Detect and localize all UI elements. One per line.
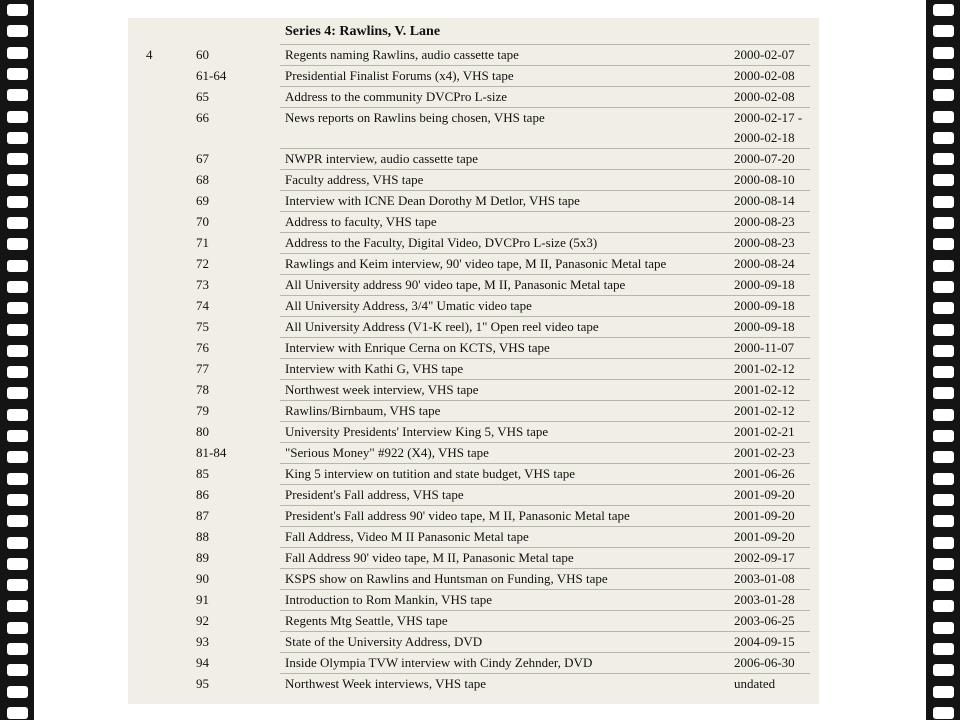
table-row <box>128 401 819 422</box>
sprocket-hole <box>7 600 28 612</box>
item-description: NWPR interview, audio cassette tape <box>285 151 479 166</box>
sprocket-hole <box>7 281 28 293</box>
table-row <box>128 87 819 108</box>
table-row <box>128 149 819 170</box>
item-number: 69 <box>196 193 209 208</box>
item-date: 2003-01-08 <box>734 571 795 586</box>
sprocket-hole <box>933 643 954 655</box>
table-row <box>128 212 819 233</box>
item-description: Introduction to Rom Mankin, VHS tape <box>285 592 493 607</box>
sprocket-hole <box>933 111 954 123</box>
table-row <box>128 359 819 380</box>
sprocket-hole <box>933 89 954 101</box>
item-date: 2001-09-20 <box>734 487 795 502</box>
table-row <box>128 548 819 569</box>
item-number: 73 <box>196 277 209 292</box>
sprocket-hole <box>933 387 954 399</box>
item-number: 85 <box>196 466 209 481</box>
item-description: Inside Olympia TVW interview with Cindy Zehnder, DVD <box>285 655 593 670</box>
item-number: 87 <box>196 508 209 523</box>
sprocket-hole <box>7 622 28 634</box>
item-date: 2001-06-26 <box>734 466 795 481</box>
sprocket-hole <box>7 111 28 123</box>
item-number: 75 <box>196 319 209 334</box>
sprocket-hole <box>933 302 954 314</box>
item-number: 88 <box>196 529 209 544</box>
sprocket-hole <box>933 132 954 144</box>
sprocket-hole <box>7 664 28 676</box>
item-date: 2000-09-18 <box>734 277 795 292</box>
sprocket-hole <box>7 451 28 463</box>
item-number: 86 <box>196 487 209 502</box>
item-description: Address to the Faculty, Digital Video, DVCPro L-size (5x3) <box>285 235 598 250</box>
item-description: Interview with Kathi G, VHS tape <box>285 361 464 376</box>
item-number: 60 <box>196 47 209 62</box>
sprocket-hole <box>933 600 954 612</box>
sprocket-hole <box>933 25 954 37</box>
item-date: 2000-02-07 <box>734 47 795 62</box>
table-row <box>128 422 819 443</box>
item-number: 74 <box>196 298 209 313</box>
sprocket-hole <box>7 366 28 378</box>
item-date: 2004-09-15 <box>734 634 795 649</box>
sprocket-hole <box>933 281 954 293</box>
item-date: 2001-02-23 <box>734 445 795 460</box>
item-number: 65 <box>196 89 209 104</box>
sprocket-hole <box>7 345 28 357</box>
item-date: 2000-09-18 <box>734 319 795 334</box>
item-date: 2000-08-24 <box>734 256 795 271</box>
item-number: 68 <box>196 172 209 187</box>
filmstrip-left <box>0 0 34 720</box>
item-date: 2000-09-18 <box>734 298 795 313</box>
table-row <box>128 506 819 527</box>
item-number: 67 <box>196 151 209 166</box>
sprocket-hole <box>933 238 954 250</box>
sprocket-hole <box>7 579 28 591</box>
item-description: Rawlins/Birnbaum, VHS tape <box>285 403 441 418</box>
item-number: 89 <box>196 550 209 565</box>
item-number: 77 <box>196 361 209 376</box>
sprocket-hole <box>7 89 28 101</box>
table-row <box>128 632 819 653</box>
sprocket-hole <box>7 25 28 37</box>
sprocket-hole <box>7 4 28 16</box>
sprocket-hole <box>7 643 28 655</box>
item-date: 2001-02-21 <box>734 424 795 439</box>
item-description: Regents Mtg Seattle, VHS tape <box>285 613 448 628</box>
sprocket-hole <box>7 387 28 399</box>
item-date: 2003-06-25 <box>734 613 795 628</box>
sprocket-hole <box>7 409 28 421</box>
item-date: 2000-02-17 - <box>734 110 803 125</box>
sprocket-hole <box>7 473 28 485</box>
table-row <box>128 527 819 548</box>
item-number: 81-84 <box>196 445 227 460</box>
item-number: 76 <box>196 340 209 355</box>
table-row <box>128 108 819 149</box>
table-row <box>128 275 819 296</box>
sprocket-hole <box>933 473 954 485</box>
item-number: 92 <box>196 613 209 628</box>
item-date: 2001-09-20 <box>734 529 795 544</box>
item-number: 72 <box>196 256 209 271</box>
table-row <box>128 464 819 485</box>
sprocket-hole <box>933 558 954 570</box>
item-description: KSPS show on Rawlins and Huntsman on Funding, VHS tape <box>285 571 608 586</box>
table-row <box>128 674 819 695</box>
sprocket-hole <box>7 302 28 314</box>
sprocket-hole <box>933 47 954 59</box>
item-date: 2001-02-12 <box>734 403 795 418</box>
sprocket-hole <box>933 196 954 208</box>
box-number: 4 <box>146 47 153 62</box>
table-row <box>128 233 819 254</box>
item-number: 95 <box>196 676 209 691</box>
item-number: 91 <box>196 592 209 607</box>
item-date: 2000-11-07 <box>734 340 795 355</box>
sprocket-hole <box>933 430 954 442</box>
item-date: 2000-07-20 <box>734 151 795 166</box>
item-date: 2001-02-12 <box>734 382 795 397</box>
table-row <box>128 191 819 212</box>
sprocket-hole <box>7 217 28 229</box>
sprocket-hole <box>933 345 954 357</box>
sprocket-hole <box>7 430 28 442</box>
item-description: Regents naming Rawlins, audio cassette tape <box>285 47 519 62</box>
table-row <box>128 611 819 632</box>
sprocket-hole <box>933 451 954 463</box>
item-description: President's Fall address 90' video tape, M II, Panasonic Metal tape <box>285 508 630 523</box>
item-description: Northwest Week interviews, VHS tape <box>285 676 487 691</box>
item-number: 94 <box>196 655 209 670</box>
finding-aid-page <box>128 18 819 704</box>
sprocket-hole <box>7 132 28 144</box>
sprocket-hole <box>7 260 28 272</box>
sprocket-hole <box>7 47 28 59</box>
sprocket-hole <box>7 238 28 250</box>
sprocket-hole <box>7 686 28 698</box>
table-row <box>128 380 819 401</box>
sprocket-hole <box>7 68 28 80</box>
table-row <box>128 569 819 590</box>
sprocket-hole <box>933 4 954 16</box>
table-row <box>128 170 819 191</box>
item-description: Rawlings and Keim interview, 90' video tape, M II, Panasonic Metal tape <box>285 256 667 271</box>
item-number: 71 <box>196 235 209 250</box>
series-title: Series 4: Rawlins, V. Lane <box>285 24 441 39</box>
item-date: 2000-08-23 <box>734 214 795 229</box>
sprocket-hole <box>933 260 954 272</box>
sprocket-hole <box>933 622 954 634</box>
sprocket-hole <box>933 515 954 527</box>
item-description: Presidential Finalist Forums (x4), VHS tape <box>285 68 514 83</box>
item-description: King 5 interview on tutition and state budget, VHS tape <box>285 466 576 481</box>
item-description: News reports on Rawlins being chosen, VHS tape <box>285 110 545 125</box>
item-date: 2000-02-08 <box>734 89 795 104</box>
table-row <box>128 45 819 66</box>
item-number: 80 <box>196 424 209 439</box>
item-date: 2001-02-12 <box>734 361 795 376</box>
item-date: 2000-08-23 <box>734 235 795 250</box>
sprocket-hole <box>7 515 28 527</box>
item-description: All University address 90' video tape, M II, Panasonic Metal tape <box>285 277 626 292</box>
item-date: 2006-06-30 <box>734 655 795 670</box>
item-date-end: 2000-02-18 <box>734 130 795 145</box>
sprocket-hole <box>933 579 954 591</box>
item-description: Address to the community DVCPro L-size <box>285 89 508 104</box>
item-description: Interview with ICNE Dean Dorothy M Detlor, VHS tape <box>285 193 580 208</box>
table-row <box>128 66 819 87</box>
item-description: President's Fall address, VHS tape <box>285 487 464 502</box>
sprocket-hole <box>7 537 28 549</box>
sprocket-hole <box>933 174 954 186</box>
sprocket-hole <box>7 558 28 570</box>
item-date: 2002-09-17 <box>734 550 795 565</box>
sprocket-hole <box>7 324 28 336</box>
sprocket-hole <box>7 494 28 506</box>
table-row <box>128 443 819 464</box>
sprocket-hole <box>933 686 954 698</box>
sprocket-hole <box>933 153 954 165</box>
sprocket-hole <box>933 707 954 719</box>
item-date: 2000-08-14 <box>734 193 795 208</box>
item-number: 78 <box>196 382 209 397</box>
item-description: State of the University Address, DVD <box>285 634 483 649</box>
item-number: 70 <box>196 214 209 229</box>
table-row <box>128 653 819 674</box>
table-row <box>128 485 819 506</box>
sprocket-hole <box>933 68 954 80</box>
sprocket-hole <box>7 707 28 719</box>
item-description: Fall Address, Video M II Panasonic Metal tape <box>285 529 529 544</box>
sprocket-hole <box>933 409 954 421</box>
item-number: 61-64 <box>196 68 227 83</box>
item-date: 2000-02-08 <box>734 68 795 83</box>
filmstrip-right <box>926 0 960 720</box>
sprocket-hole <box>933 664 954 676</box>
item-description: Fall Address 90' video tape, M II, Panasonic Metal tape <box>285 550 574 565</box>
sprocket-hole <box>933 366 954 378</box>
item-number: 79 <box>196 403 209 418</box>
sprocket-hole <box>933 537 954 549</box>
item-number: 90 <box>196 571 209 586</box>
item-description: All University Address, 3/4" Umatic video tape <box>285 298 532 313</box>
sprocket-hole <box>7 153 28 165</box>
item-number: 93 <box>196 634 209 649</box>
table-row <box>128 317 819 338</box>
item-description: Northwest week interview, VHS tape <box>285 382 479 397</box>
sprocket-hole <box>933 324 954 336</box>
sprocket-hole <box>7 196 28 208</box>
item-description: University Presidents' Interview King 5, VHS tape <box>285 424 549 439</box>
item-description: "Serious Money" #922 (X4), VHS tape <box>285 445 489 460</box>
sprocket-hole <box>933 494 954 506</box>
sprocket-hole <box>7 174 28 186</box>
item-date: 2003-01-28 <box>734 592 795 607</box>
item-number: 66 <box>196 110 209 125</box>
table-row <box>128 338 819 359</box>
item-date: 2001-09-20 <box>734 508 795 523</box>
table-row <box>128 590 819 611</box>
item-date: 2000-08-10 <box>734 172 795 187</box>
sprocket-hole <box>933 217 954 229</box>
item-description: Faculty address, VHS tape <box>285 172 424 187</box>
table-row <box>128 254 819 275</box>
table-row <box>128 296 819 317</box>
item-description: All University Address (V1-K reel), 1" Open reel video tape <box>285 319 599 334</box>
item-date: undated <box>734 676 776 691</box>
item-description: Interview with Enrique Cerna on KCTS, VHS tape <box>285 340 550 355</box>
item-description: Address to faculty, VHS tape <box>285 214 437 229</box>
